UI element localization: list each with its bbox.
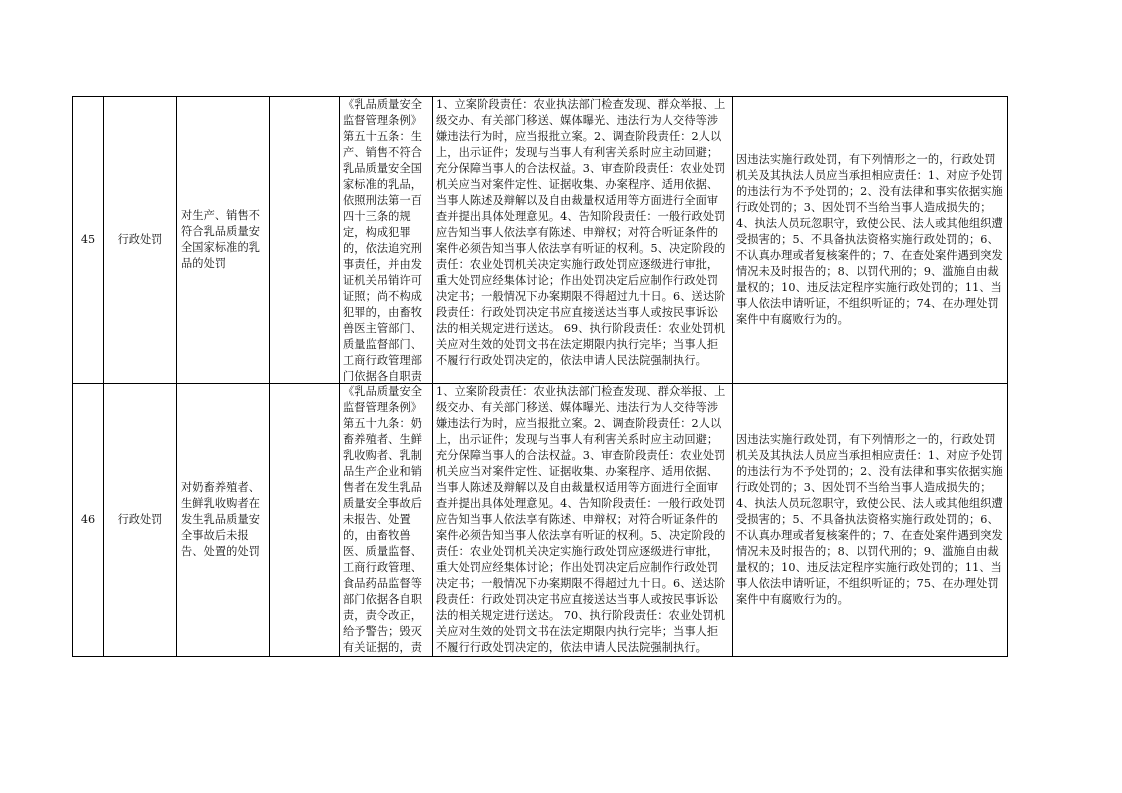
subitem-cell: [270, 97, 340, 384]
table-row: [73, 97, 1008, 384]
item-name-cell: [177, 384, 270, 657]
responsibility-text: 1、立案阶段责任：农业执法部门检查发现、群众举报、上级交办、有关部门移送、媒体曝光、违法行为人交待等涉嫌违法行为时，应当报批立案。2、调查阶段责任：2人以上，出示证件；发现与当事人有利害关系时应主动回避；充分保障当事人的合法权益。3、审查阶段责任：农业处罚机关应当对案件定性、证据收集、办案程序、适用依据、当事人陈述及辩解以及自由裁量权适用等方面进行全面审查并提出具体处理意见。4、告知阶段责任：一般行政处罚应告知当事人依法享有陈述、申辩权；对符合听证条件的案件必须告知当事人依法享有听证的权利。5、决定阶段的责任：农业处罚机关决定实施行政处罚应逐级进行审批，重大处罚应经集体讨论；作出处罚决定后应制作行政处罚决定书；一般情况下办案期限不得超过九十日。6、送达阶段责任：行政处罚决定书应直接送达当事人或按民事诉讼法的相关规定进行送达。 70、执行阶段责任：农业处罚机关应对生效的处罚文书在法定期限内执行完毕；当事人拒不履行行政处罚决定的，依法申请人民法院强制执行。: [436, 385, 726, 654]
category-cell: 行政处罚: [104, 384, 177, 657]
accountability-text: 因违法实施行政处罚，有下列情形之一的，行政处罚机关及其执法人员应当承担相应责任：1、对应予处罚的违法行为不予处罚的；2、没有法律和事实依据实施行政处罚的；3、因处罚不当给当事人造成损失的； 4、执法人员玩忽职守，致使公民、法人或其他组织遭受损害的；5、不具备执法资格实施行政处罚的；6、不认真办理或者复核案件的；7、在查处案件遇到突发情况未及时报告的；8、以罚代刑的；9、滥施自由裁量权的；10、违反法定程序实施行政处罚的；11、当事人依法申请听证，不组织听证的；74、在办理处罚案件中有腐败行为的。: [736, 153, 1003, 326]
responsibility-cell: [433, 384, 733, 657]
legal-basis-cell: [340, 384, 433, 657]
row-number-cell: 46: [73, 384, 104, 657]
item-name-cell: [177, 97, 270, 384]
accountability-cell: [733, 384, 1008, 657]
responsibility-text: 1、立案阶段责任：农业执法部门检查发现、群众举报、上级交办、有关部门移送、媒体曝光、违法行为人交待等涉嫌违法行为时，应当报批立案。2、调查阶段责任：2人以上，出示证件；发现与当事人有利害关系时应主动回避；充分保障当事人的合法权益。3、审查阶段责任：农业处罚机关应当对案件定性、证据收集、办案程序、适用依据、当事人陈述及辩解以及自由裁量权适用等方面进行全面审查并提出具体处理意见。4、告知阶段责任：一般行政处罚应告知当事人依法享有陈述、申辩权；对符合听证条件的案件必须告知当事人依法享有听证的权利。5、决定阶段的责任：农业处罚机关决定实施行政处罚应逐级进行审批，重大处罚应经集体讨论；作出处罚决定后应制作行政处罚决定书；一般情况下办案期限不得超过九十日。6、送达阶段责任：行政处罚决定书应直接送达当事人或按民事诉讼法的相关规定进行送达。 69、执行阶段责任：农业处罚机关应对生效的处罚文书在法定期限内执行完毕；当事人拒不履行行政处罚决定的，依法申请人民法院强制执行。: [436, 98, 726, 367]
legal-basis-cell: [340, 97, 433, 384]
responsibility-cell: [433, 97, 733, 384]
item-name-text: 对奶畜养殖者、生鲜乳收购者在发生乳品质量安全事故后未报告、处置的处罚: [181, 481, 261, 558]
subitem-cell: [270, 384, 340, 657]
legal-basis-text: 《乳品质量安全监督管理条例》第五十九条：奶畜养殖者、生鲜乳收购者、乳制品生产企业和销售者在发生乳品质量安全事故后未报告、处置的，由畜牧兽医、质量监督、工商行政管理、食品药品监督等部门依据各自职责，责令改正，给予警告；毁灭有关证据的，责: [343, 385, 423, 654]
item-name-text: 对生产、销售不符合乳品质量安全国家标准的乳品的处罚: [181, 209, 261, 270]
accountability-text: 因违法实施行政处罚，有下列情形之一的，行政处罚机关及其执法人员应当承担相应责任：1、对应予处罚的违法行为不予处罚的；2、没有法律和事实依据实施行政处罚的；3、因处罚不当给当事人造成损失的； 4、执法人员玩忽职守，致使公民、法人或其他组织遭受损害的；5、不具备执法资格实施行政处罚的；6、不认真办理或者复核案件的；7、在查处案件遇到突发情况未及时报告的；8、以罚代刑的；9、滥施自由裁量权的；10、违反法定程序实施行政处罚的；11、当事人依法申请听证，不组织听证的；75、在办理处罚案件中有腐败行为的。: [736, 433, 1003, 606]
row-number-cell: 45: [73, 97, 104, 384]
power-list-table: [72, 96, 1008, 657]
legal-basis-text: 《乳品质量安全监督管理条例》第五十五条：生产、销售不符合乳品质量安全国家标准的乳品，依照刑法第一百四十三条的规定，构成犯罪的，依法追究刑事责任，并由发证机关吊销许可证照；尚不构成犯罪的，由畜牧兽医主管部门、质量监督部门、工商行政管理部门依据各自职责: [343, 98, 423, 383]
table-row: [73, 384, 1008, 657]
category-cell: 行政处罚: [104, 97, 177, 384]
accountability-cell: [733, 97, 1008, 384]
